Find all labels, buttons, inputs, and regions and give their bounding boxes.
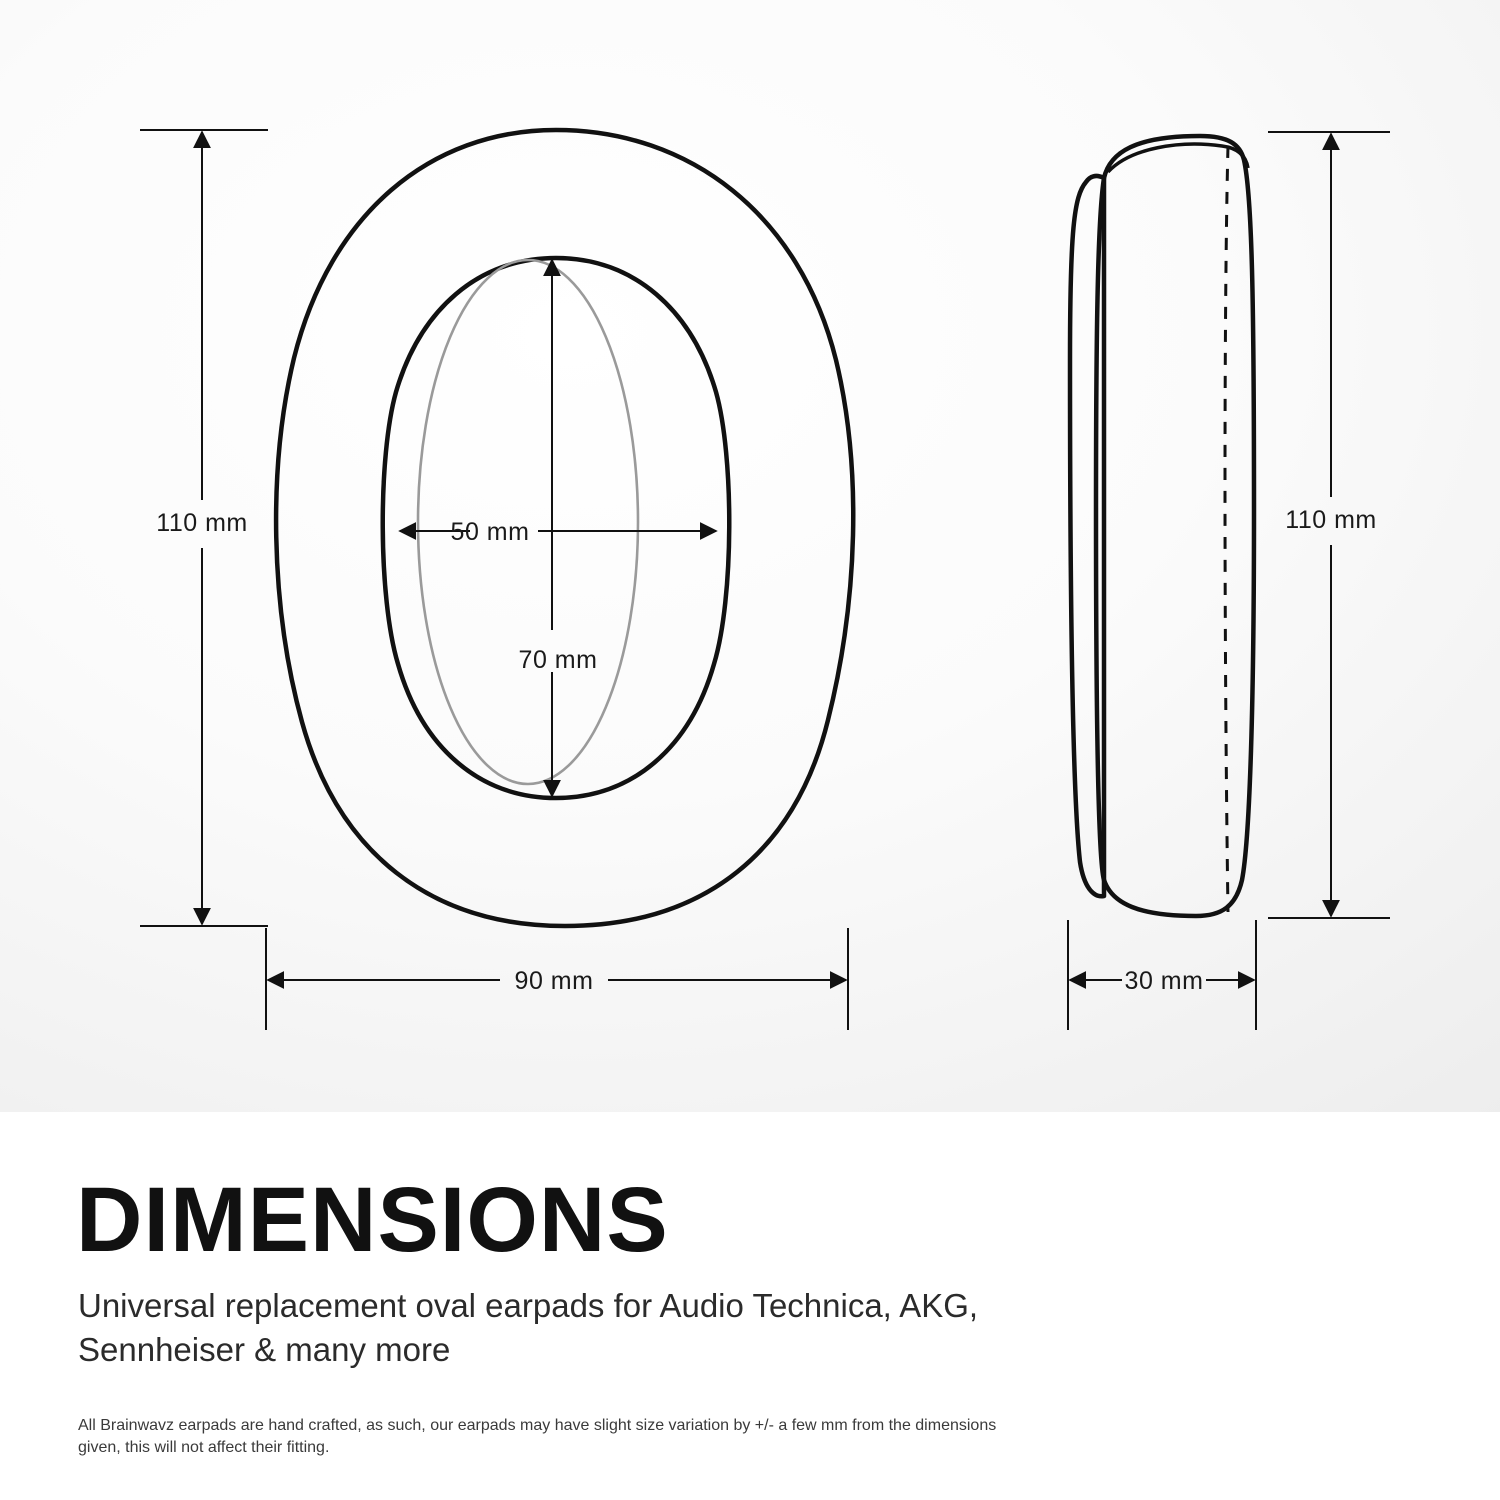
page-title: DIMENSIONS [76, 1169, 669, 1271]
front-height-label: 110 mm [156, 509, 248, 537]
inner-width-dimension [400, 518, 716, 546]
front-width-label: 90 mm [514, 967, 594, 995]
caption-block [0, 1112, 1500, 1500]
inner-height-dimension [519, 260, 598, 796]
side-depth-dimension [1068, 920, 1256, 1030]
side-view-earpad [1070, 136, 1254, 916]
disclaimer-text: All Brainwavz earpads are hand crafted, as such, our earpads may have slight size variation by +/- a few mm from the dimensions given, this will not affect their fitting. [78, 1417, 997, 1457]
front-width-dimension [266, 928, 848, 1030]
side-height-dimension [1268, 132, 1390, 918]
front-view-earpad [276, 130, 853, 926]
front-height-dimension [140, 130, 268, 926]
subtitle-text: Universal replacement oval earpads for Audio Technica, AKG, Sennheiser & many more [78, 1287, 979, 1368]
side-height-label: 110 mm [1285, 506, 1377, 534]
side-depth-label: 30 mm [1124, 967, 1204, 995]
inner-width-label: 50 mm [450, 518, 530, 546]
inner-height-label: 70 mm [518, 646, 598, 674]
